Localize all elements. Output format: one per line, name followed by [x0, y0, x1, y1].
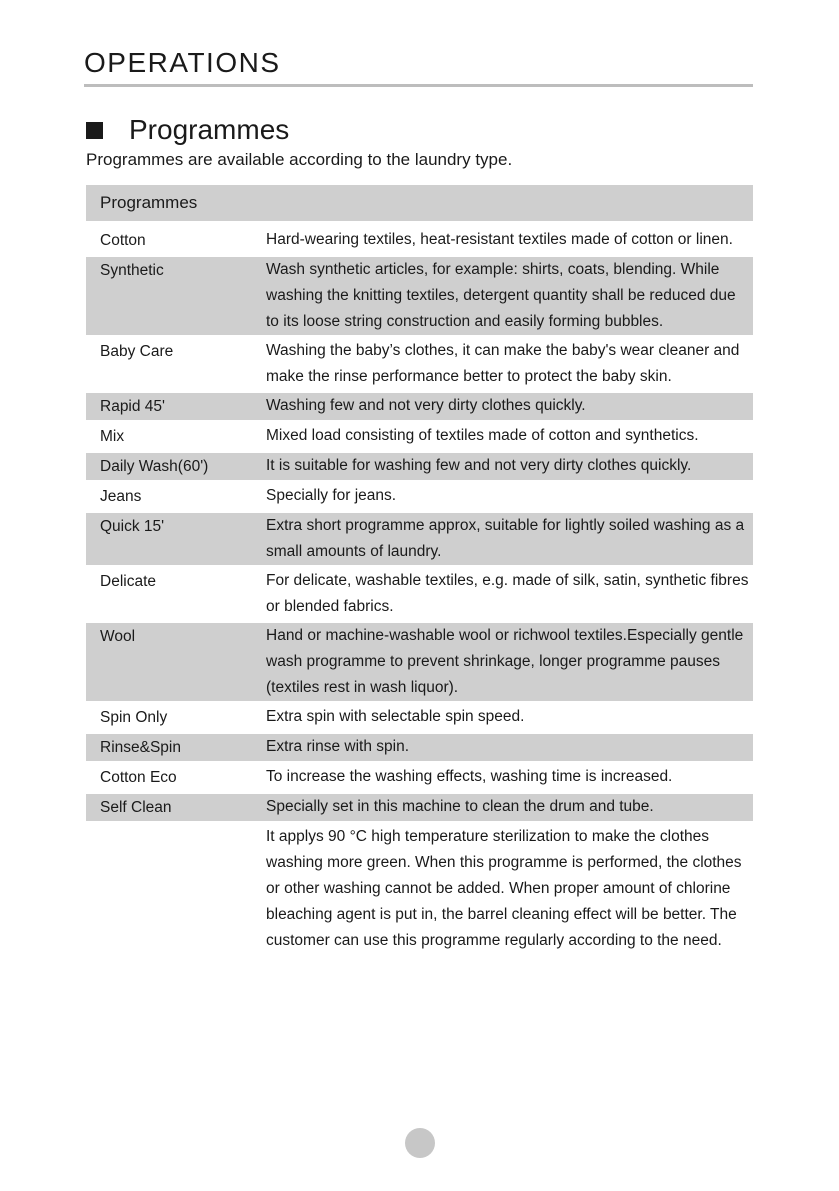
square-bullet-icon: [86, 122, 103, 139]
programme-description: For delicate, washable textiles, e.g. made of silk, satin, synthetic fibres or blended fabrics.: [266, 572, 749, 615]
table-row: [86, 764, 753, 791]
programme-name: Baby Care: [100, 343, 174, 360]
programme-description: Wash synthetic articles, for example: shirts, coats, blending. While washing the knitting textiles, detergent quantity shall be reduced due to its loose string construction and easily forming bubbles.: [266, 261, 736, 330]
table-row: [86, 734, 753, 761]
page-number-circle: [405, 1128, 435, 1158]
programme-name: Cotton: [100, 232, 146, 249]
table-row: [86, 623, 753, 701]
table-row: [86, 513, 753, 565]
table-row: [86, 393, 753, 420]
programme-description: Washing the baby’s clothes, it can make the baby's wear cleaner and make the rinse performance better to protect the baby skin.: [266, 342, 740, 385]
intro-text: Programmes are available according to the laundry type.: [86, 150, 513, 169]
table-row: [86, 483, 753, 510]
programme-description: Hand or machine-washable wool or richwool textiles.Especially gentle wash programme to prevent shrinkage, longer programme pauses (textiles rest in wash liquor).: [266, 627, 744, 696]
programme-description: Extra short programme approx, suitable for lightly soiled washing as a small amounts of laundry.: [266, 517, 745, 560]
programme-description: Extra spin with selectable spin speed.: [266, 708, 525, 725]
table-row: [86, 423, 753, 450]
programme-name: Quick 15': [100, 518, 165, 535]
programme-name: Synthetic: [100, 262, 164, 279]
empty-cell: [86, 824, 266, 954]
programme-name: Self Clean: [100, 799, 172, 816]
programme-description: Specially set in this machine to clean the drum and tube.: [266, 798, 654, 815]
programme-name: Daily Wash(60'): [100, 458, 209, 475]
table-row-continued: [86, 824, 753, 954]
table-row: [86, 257, 753, 335]
programme-description: Hard-wearing textiles, heat-resistant textiles made of cotton or linen.: [266, 231, 733, 248]
programme-description: Extra rinse with spin.: [266, 738, 409, 755]
table-row: [86, 453, 753, 480]
programme-description: Washing few and not very dirty clothes quickly.: [266, 397, 586, 414]
programme-name: Mix: [100, 428, 125, 445]
programme-name: Rapid 45': [100, 398, 166, 415]
programme-name: Delicate: [100, 573, 156, 590]
programme-description: It is suitable for washing few and not very dirty clothes quickly.: [266, 457, 692, 474]
programme-description: To increase the washing effects, washing time is increased.: [266, 768, 673, 785]
table-row: [86, 227, 753, 254]
table-row: [86, 794, 753, 821]
programme-name: Jeans: [100, 488, 142, 505]
table-row: [86, 338, 753, 390]
programme-description-continued: It applys 90 °C high temperature sterilization to make the clothes washing more green. When this programme is performed, the clothes or other washing cannot be added. When proper amount of chlorine bleaching agent is put in, the barrel cleaning effect will be better. The customer can use this programme regularly according to the need.: [266, 828, 742, 949]
programme-description: Specially for jeans.: [266, 487, 397, 504]
programme-description: Mixed load consisting of textiles made of cotton and synthetics.: [266, 427, 699, 444]
table-body: [86, 227, 753, 954]
programme-name: Rinse&Spin: [100, 739, 181, 756]
table-row: [86, 568, 753, 620]
page-header: OPERATIONS: [84, 46, 753, 87]
table-header: Programmes: [86, 185, 753, 221]
section-heading: [86, 110, 289, 150]
programme-name: Cotton Eco: [100, 769, 177, 786]
programme-name: Spin Only: [100, 709, 168, 726]
programme-table: [86, 185, 753, 954]
programme-name: Wool: [100, 628, 136, 645]
table-row: [86, 704, 753, 731]
section-title: Programmes: [129, 114, 290, 145]
